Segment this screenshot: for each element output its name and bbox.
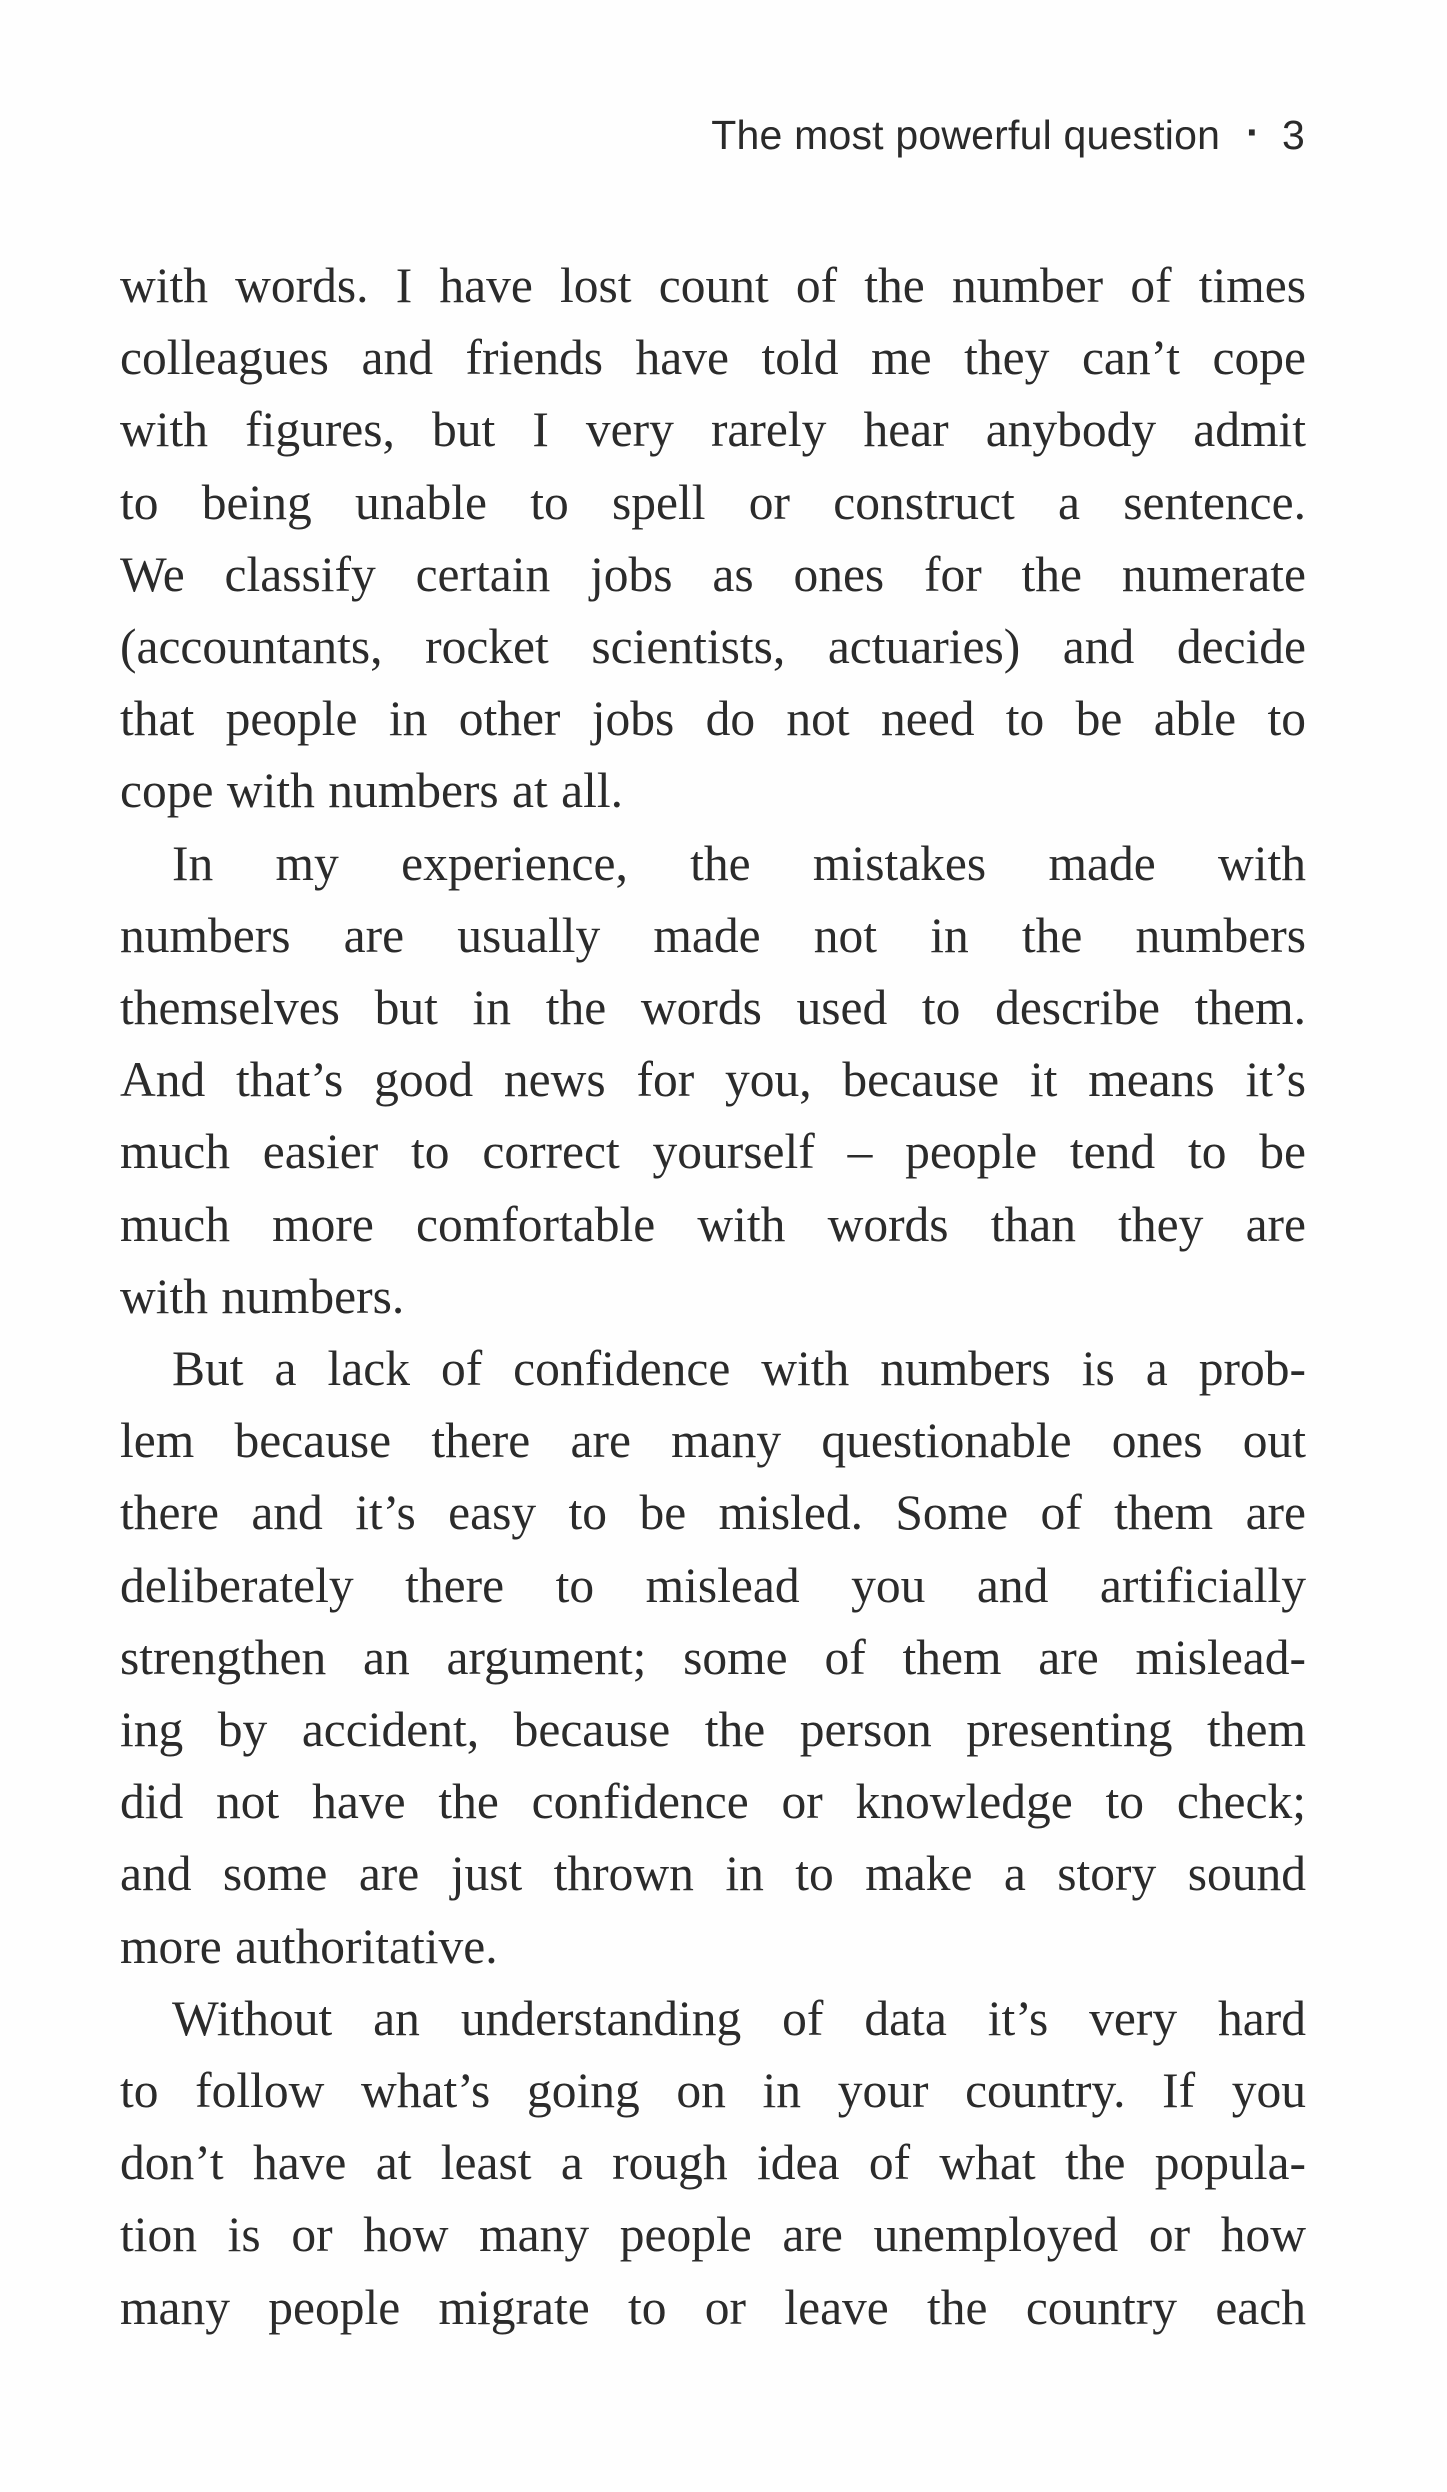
text-line: more authoritative.: [120, 1918, 498, 1974]
page-number: 3: [1281, 112, 1305, 158]
running-head-separator: ·: [1246, 109, 1260, 155]
text-line: much easier to correct yourself – people tend to be: [120, 1124, 1306, 1180]
paragraph-3: [120, 1333, 1306, 1983]
text-line: did not have the confidence or knowledge to check;: [120, 1774, 1306, 1830]
text-line: and some are just thrown in to make a story sound: [120, 1846, 1306, 1902]
running-head: [711, 109, 1305, 159]
text-line: And that’s good news for you, because it means it’s: [120, 1052, 1306, 1108]
text-line: In my experience, the mistakes made with: [172, 835, 1306, 891]
text-line: there and it’s easy to be misled. Some of them are: [120, 1485, 1306, 1541]
text-line: tion is or how many people are unemployed or how: [120, 2207, 1306, 2263]
text-line: themselves but in the words used to describe them.: [120, 980, 1306, 1036]
text-line: to being unable to spell or construct a sentence.: [120, 474, 1306, 530]
text-line: ing by accident, because the person presenting them: [120, 1702, 1306, 1758]
text-line: with figures, but I very rarely hear anybody admit: [120, 402, 1306, 458]
text-line: strengthen an argument; some of them are mislead-: [120, 1629, 1306, 1685]
text-line: with numbers.: [120, 1268, 405, 1324]
text-line: to follow what’s going on in your country. If you: [120, 2063, 1306, 2119]
text-line: cope with numbers at all.: [120, 763, 623, 819]
text-line: don’t have at least a rough idea of what the popula-: [120, 2135, 1306, 2191]
text-line: But a lack of confidence with numbers is a prob-: [172, 1341, 1306, 1397]
text-line: with words. I have lost count of the number of times: [120, 258, 1306, 313]
text-line: many people migrate to or leave the country each: [120, 2279, 1306, 2335]
text-line: We classify certain jobs as ones for the numerate: [120, 546, 1306, 602]
paragraph-4: [120, 1983, 1306, 2344]
text-line: much more comfortable with words than they are: [120, 1196, 1306, 1252]
text-line: numbers are usually made not in the numbers: [120, 907, 1306, 963]
body-text: [120, 250, 1306, 2344]
text-line: lem because there are many questionable ones out: [120, 1413, 1306, 1469]
running-head-title: The most powerful question: [711, 112, 1221, 158]
text-line: Without an understanding of data it’s very hard: [172, 1990, 1306, 2046]
text-line: (accountants, rocket scientists, actuaries) and decide: [120, 619, 1306, 675]
text-line: that people in other jobs do not need to be able to: [120, 691, 1306, 747]
text-line: deliberately there to mislead you and artificially: [120, 1557, 1306, 1613]
paragraph-2: [120, 828, 1306, 1333]
paragraph-1: [120, 250, 1306, 828]
text-line: colleagues and friends have told me they can’t cope: [120, 330, 1306, 386]
